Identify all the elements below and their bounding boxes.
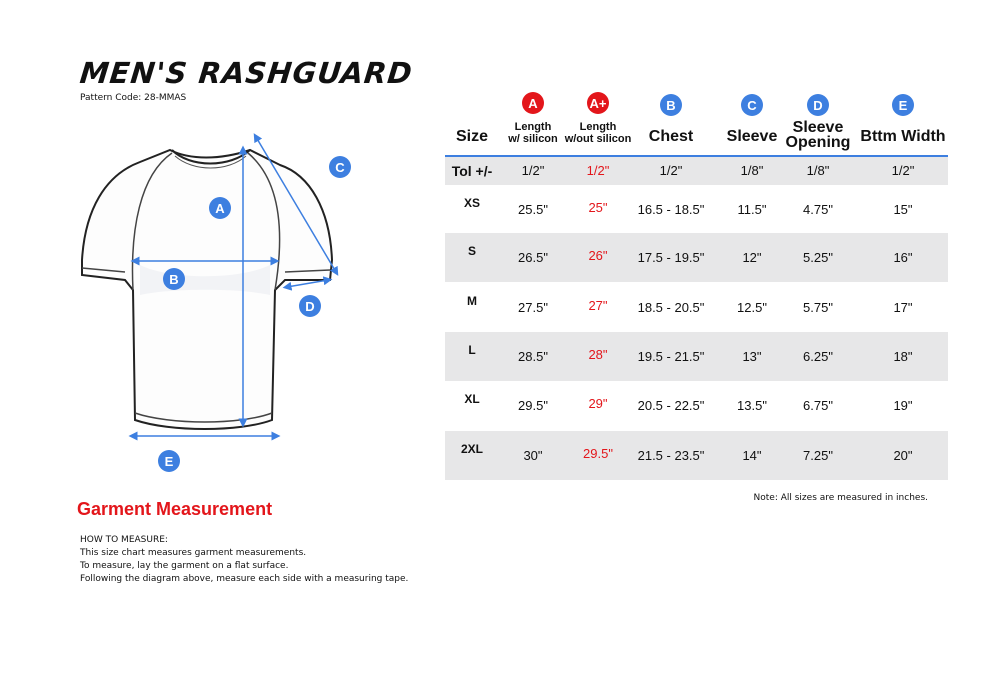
table-row — [445, 283, 948, 332]
header-badge-c: C — [741, 94, 763, 116]
header-label: Chest — [648, 128, 694, 145]
header-badge-b: B — [660, 94, 682, 116]
header-label: Size — [455, 128, 488, 145]
table-row — [445, 381, 948, 430]
table-cell: 28.5" — [518, 348, 548, 364]
how-to-line: To measure, lay the garment on a flat surface. — [80, 561, 289, 571]
diagram-badge-e — [158, 450, 180, 472]
table-cell: 14" — [742, 447, 762, 463]
table-cell: 27" — [588, 297, 608, 313]
svg-text:D: D — [305, 299, 315, 314]
how-to-line: Following the diagram above, measure each side with a measuring tape. — [80, 574, 409, 584]
diagram-badge-b — [163, 268, 185, 290]
table-cell: 12" — [742, 249, 762, 265]
table-cell: 5.25" — [803, 249, 833, 265]
table-cell: 29.5" — [583, 445, 613, 461]
header-label: Length w/out silicon — [564, 121, 632, 145]
tolerance-row — [445, 157, 948, 185]
diagram-badge-c — [329, 156, 351, 178]
table-cell: 29" — [588, 395, 608, 411]
table-cell: 28" — [588, 346, 608, 362]
table-cell: 17" — [893, 299, 913, 315]
table-cell: 25" — [588, 199, 608, 215]
table-row — [445, 233, 948, 282]
svg-text:B: B — [169, 272, 179, 287]
header-badge-aplus: A+ — [587, 92, 609, 114]
table-cell: 12.5" — [737, 299, 767, 315]
table-cell: 19" — [893, 397, 913, 413]
table-cell: 6.25" — [803, 348, 833, 364]
table-cell: 5.75" — [803, 299, 833, 315]
garment-diagram — [60, 120, 380, 480]
section-title: Garment Measurement — [77, 499, 273, 519]
table-cell: 6.75" — [803, 397, 833, 413]
size-label: M — [467, 293, 477, 308]
table-cell: 26.5" — [518, 249, 548, 265]
table-cell: 13" — [742, 348, 762, 364]
header-label: Sleeve Opening — [785, 119, 851, 151]
note: Note: All sizes are measured in inches. — [753, 493, 928, 503]
table-cell: 18.5 - 20.5" — [637, 299, 705, 315]
table-cell: 15" — [893, 201, 913, 217]
how-to-line: This size chart measures garment measurements. — [80, 548, 307, 558]
page-title: MEN'S RASHGUARD — [78, 56, 415, 90]
header-badge-a: A — [522, 92, 544, 114]
table-cell: 30" — [523, 447, 543, 463]
table-cell: 17.5 - 19.5" — [637, 249, 705, 265]
table-cell: 1/8" — [740, 163, 764, 178]
table-row — [445, 332, 948, 381]
table-cell: 1/2" — [891, 163, 915, 178]
tolerance-label: Tol +/- — [451, 163, 493, 179]
svg-text:E: E — [164, 454, 174, 469]
table-cell: 16.5 - 18.5" — [637, 201, 705, 217]
header-badge-d: D — [807, 94, 829, 116]
how-to-measure — [80, 534, 408, 586]
table-cell: 20" — [893, 447, 913, 463]
table-cell: 25.5" — [518, 201, 548, 217]
table-cell: 29.5" — [518, 397, 548, 413]
header-label: Bttm Width — [860, 128, 946, 145]
size-label: XS — [463, 195, 480, 210]
table-cell: 16" — [893, 249, 913, 265]
table-cell: 19.5 - 21.5" — [637, 348, 705, 364]
table-row — [445, 185, 948, 234]
svg-text:C: C — [335, 160, 345, 175]
size-label: XL — [464, 391, 480, 406]
size-label: L — [468, 342, 476, 357]
table-cell: 27.5" — [518, 299, 548, 315]
size-label: 2XL — [460, 441, 483, 456]
table-cell: 21.5 - 23.5" — [637, 447, 705, 463]
table-cell: 1/2" — [586, 163, 610, 178]
table-cell: 7.25" — [803, 447, 833, 463]
table-cell: 13.5" — [737, 397, 767, 413]
diagram-badge-d — [299, 295, 321, 317]
table-cell: 1/2" — [659, 163, 683, 178]
table-cell: 4.75" — [803, 201, 833, 217]
table-cell: 1/8" — [806, 163, 830, 178]
size-label: S — [467, 243, 476, 258]
svg-text:A: A — [215, 201, 225, 216]
table-cell: 11.5" — [737, 201, 767, 217]
header-badge-e: E — [892, 94, 914, 116]
pattern-code: Pattern Code: 28-MMAS — [80, 93, 187, 103]
header-label: Length w/ silicon — [508, 121, 558, 145]
header-label: Sleeve — [726, 128, 778, 145]
diagram-badge-a — [209, 197, 231, 219]
table-cell: 26" — [588, 247, 608, 263]
table-row — [445, 431, 948, 480]
table-cell: 18" — [893, 348, 913, 364]
table-cell: 1/2" — [521, 163, 545, 178]
table-cell: 20.5 - 22.5" — [637, 397, 705, 413]
how-to-line: HOW TO MEASURE: — [80, 535, 168, 545]
